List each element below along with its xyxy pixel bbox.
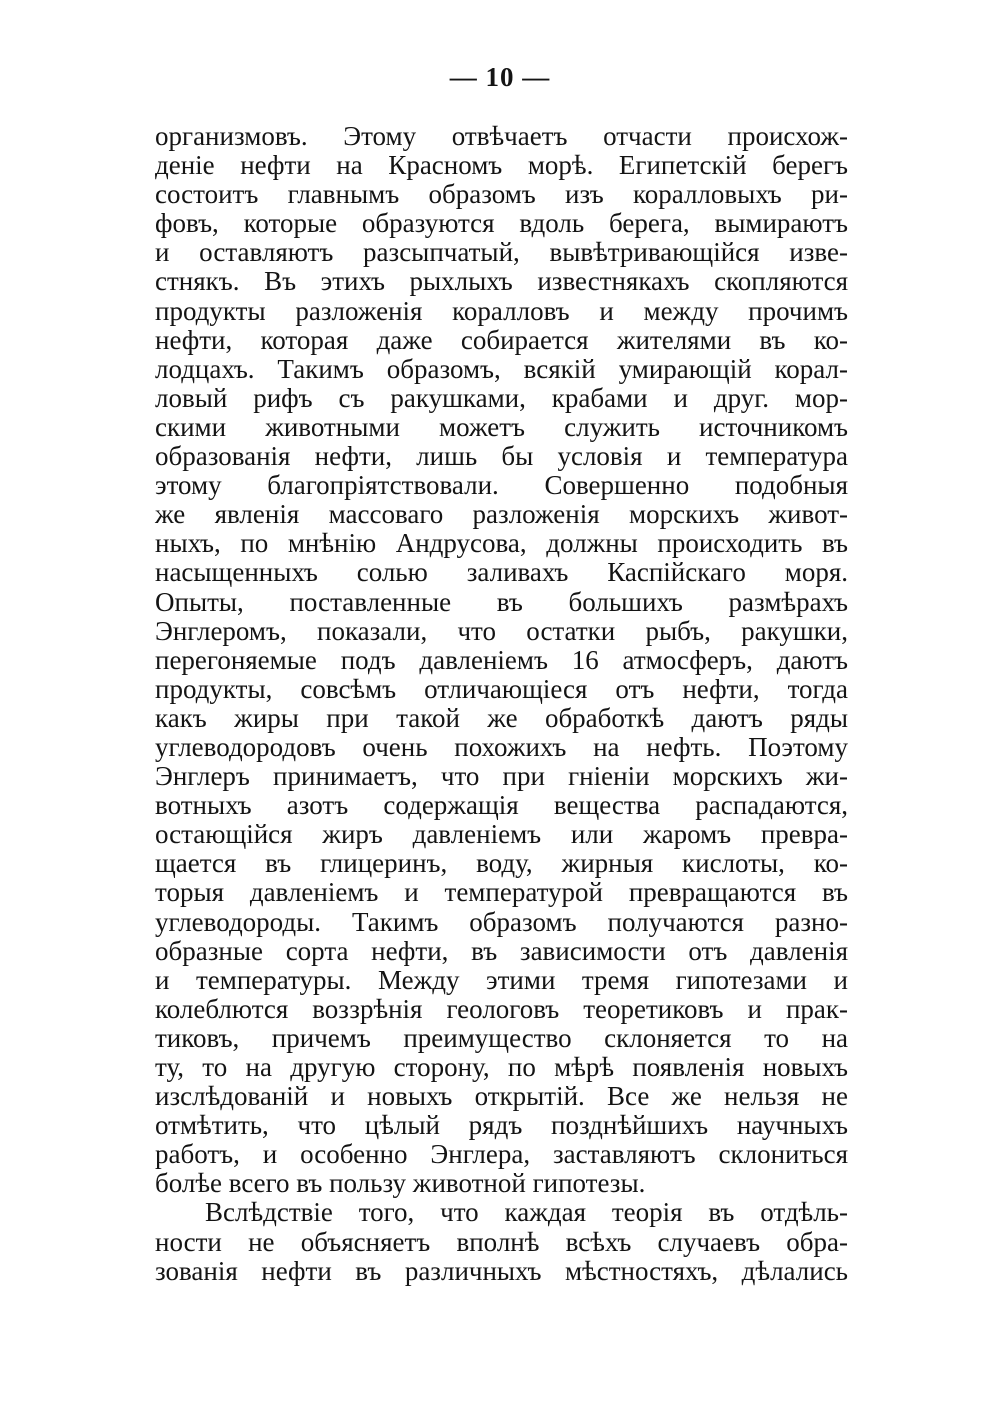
text-line: организмовъ. Этому отвѣчаетъ отчасти происхож- (155, 121, 848, 151)
paragraph-first-line: Вслѣдствіе того, что каждая теорія въ отдѣль- (205, 1197, 848, 1228)
text-line: скими животными можетъ служить источникомъ (155, 411, 848, 442)
text-line: фовъ, которые образуются вдоль берега, вымираютъ (155, 208, 848, 239)
text-line: углеводороды. Такимъ образомъ получаются разно- (155, 906, 848, 937)
text-line: отмѣтить, что цѣлый рядъ позднѣйшихъ научныхъ (155, 1110, 848, 1141)
text-line: и оставляютъ разсыпчатый, вывѣтривающійся изве- (155, 237, 848, 268)
text-line: лодцахъ. Такимъ образомъ, всякій умирающій корал- (155, 353, 848, 384)
text-line: щается въ глицеринъ, воду, жирныя кислоты, ко- (155, 848, 848, 879)
text-line: деніе нефти на Красномъ морѣ. Египетскій берегъ (155, 150, 848, 181)
text-line: ловый рифъ съ ракушками, крабами и друг. мор- (155, 382, 848, 413)
text-line: же явленія массоваго разложенія морскихъ живот- (155, 499, 848, 530)
text-line: образованія нефти, лишь бы условія и температура (155, 441, 848, 472)
text-line: состоитъ главнымъ образомъ изъ коралловыхъ ри- (155, 179, 848, 210)
text-line: зованія нефти въ различныхъ мѣстностяхъ, дѣлались (155, 1255, 848, 1286)
text-line: какъ жиры при такой же обработкѣ даютъ ряды (155, 702, 848, 733)
text-line: Энглеръ принимаетъ, что при гніеніи морскихъ жи- (155, 761, 848, 792)
text-line: тиковъ, причемъ преимущество склоняется то на (155, 1022, 848, 1053)
text-line: Опыты, поставленные въ большихъ размѣрахъ (155, 586, 848, 617)
text-line: колеблются воззрѣнія геологовъ теоретиковъ и прак- (155, 993, 848, 1024)
text-line: ту, то на другую сторону, по мѣрѣ появленія новыхъ (155, 1052, 848, 1082)
text-line: стнякъ. Въ этихъ рыхлыхъ известнякахъ скопляются (155, 266, 848, 297)
text-line: изслѣдованій и новыхъ открытій. Все же нельзя не (155, 1081, 848, 1112)
text-line: углеводородовъ очень похожихъ на нефть. Поэтому (155, 731, 848, 762)
text-line: работъ, и особенно Энглера, заставляютъ склониться (155, 1139, 848, 1170)
text-line: насыщенныхъ солью заливахъ Каспійскаго моря. (155, 557, 848, 588)
text-line: ности не объясняетъ вполнѣ всѣхъ случаевъ обра- (155, 1226, 848, 1257)
paragraph-last-line: болѣе всего въ пользу животной гипотезы. (155, 1168, 646, 1199)
text-line: ныхъ, по мнѣнію Андрусова, должны происходить въ (155, 528, 848, 559)
text-line: этому благопріятствовали. Совершенно подобныя (155, 470, 848, 501)
text-body (155, 122, 848, 1286)
text-line: нефти, которая даже собирается жителями въ ко- (155, 324, 848, 355)
text-line: продукты разложенія коралловъ и между прочимъ (155, 295, 848, 326)
text-line: Энглеромъ, показали, что остатки рыбъ, ракушки, (155, 615, 848, 646)
text-line: вотныхъ азотъ содержащія вещества распадаются, (155, 790, 848, 821)
text-line: перегоняемые подъ давленіемъ 16 атмосферъ, даютъ (155, 644, 848, 675)
text-line: торыя давленіемъ и температурой превращаются въ (155, 877, 848, 908)
text-line: образные сорта нефти, въ зависимости отъ давленія (155, 935, 848, 966)
text-line: продукты, совсѣмъ отличающіеся отъ нефти, тогда (155, 673, 848, 704)
page-number: — 10 — (449, 62, 551, 92)
text-line: остающійся жиръ давленіемъ или жаромъ превра- (155, 819, 848, 850)
text-line: и температуры. Между этими тремя гипотезами и (155, 964, 848, 995)
